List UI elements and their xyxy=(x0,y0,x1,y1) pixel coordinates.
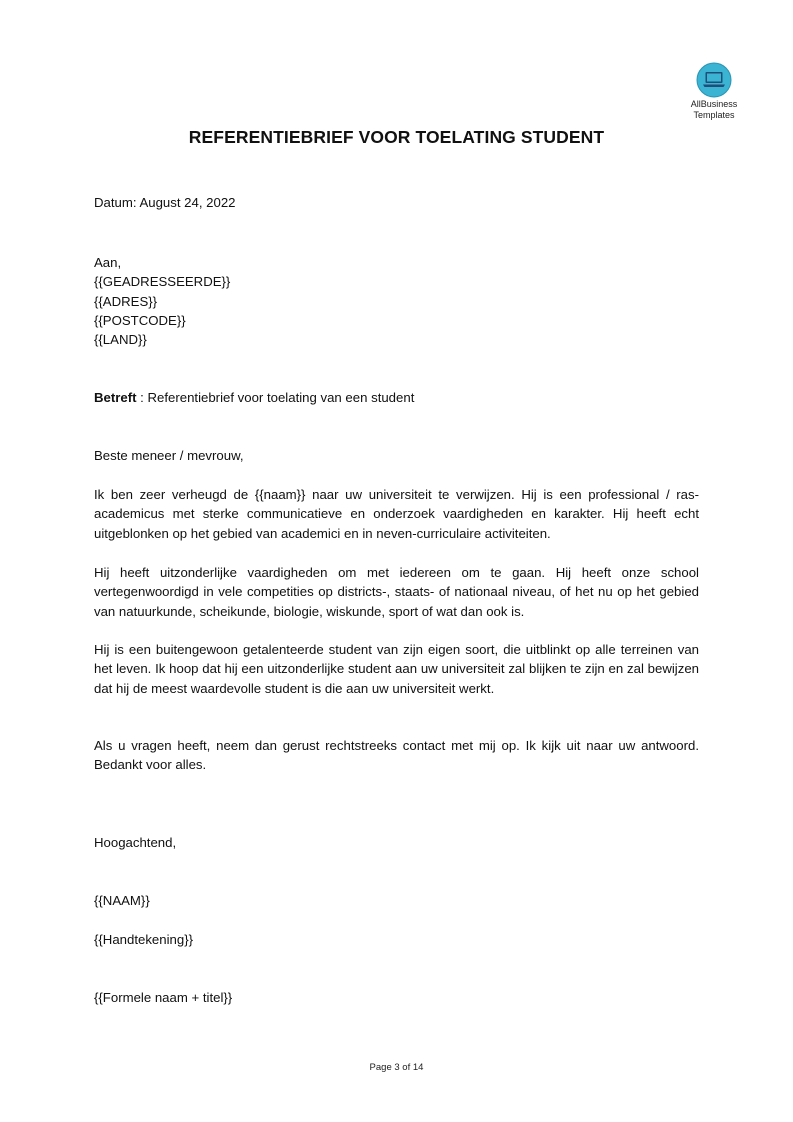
subject-line xyxy=(94,388,414,407)
address-country: {{LAND}} xyxy=(94,332,147,348)
body-paragraph-1: Ik ben zeer verheugd de {{naam}} naar uw universiteit te verwijzen. Hij is een professional / ras-academicus met sterke communicatieve en onderzoek vaardigheden en karakter. Hij heeft echt uitgeblonken op het gebied van academici en in neven-curriculaire activiteiten. xyxy=(94,487,699,541)
body-paragraph-2: Hij heeft uitzonderlijke vaardigheden om met iedereen om te gaan. Hij heeft onze school vertegenwoordigd in vele competities op districts-, staats- of nationaal niveau, of het nu op het gebied van natuurkunde, scheikunde, biologie, wiskunde, sport of wat dan ook is. xyxy=(94,565,699,619)
body-paragraph-3: Hij is een buitengewoon getalenteerde student van zijn eigen soort, die uitblinkt op alle terreinen van het leven. Ik hoop dat hij een uitzonderlijke student aan uw universiteit zal blijken te zijn en zal bewijzen dat hij de meest waardevolle student is die aan uw universiteit werkt. xyxy=(94,642,699,696)
recipient-address-block xyxy=(94,253,230,349)
address-addressee: {{GEADRESSEERDE}} xyxy=(94,274,231,290)
formal-name-placeholder: {{Formele naam + titel}} xyxy=(94,990,233,1005)
greeting: Beste meneer / mevrouw, xyxy=(94,448,244,463)
laptop-icon xyxy=(696,62,732,98)
address-salutation: Aan, xyxy=(94,255,122,270)
document-title: REFERENTIEBRIEF VOOR TOELATING STUDENT xyxy=(188,127,605,147)
subject-text: Referentiebrief voor toelating van een student xyxy=(147,390,415,405)
address-postcode: {{POSTCODE}} xyxy=(94,312,186,328)
logo-text-line1: AllBusiness xyxy=(690,99,738,109)
subject-separator: : xyxy=(136,390,148,405)
subject-label: Betreft xyxy=(94,390,137,405)
name-placeholder: {{NAAM}} xyxy=(94,893,150,908)
logo-text-line2: Templates xyxy=(693,110,735,120)
body-paragraph-4: Als u vragen heeft, neem dan gerust rechtstreeks contact met mij op. Ik kijk uit naar uw antwoord. Bedankt voor alles. xyxy=(94,738,699,773)
allbusiness-templates-logo xyxy=(684,62,744,120)
page-number-footer: Page 3 of 14 xyxy=(369,1062,424,1073)
closing: Hoogachtend, xyxy=(94,835,177,850)
signature-placeholder: {{Handtekening}} xyxy=(94,932,194,947)
date-line: Datum: August 24, 2022 xyxy=(94,195,236,210)
address-street: {{ADRES}} xyxy=(94,293,158,309)
